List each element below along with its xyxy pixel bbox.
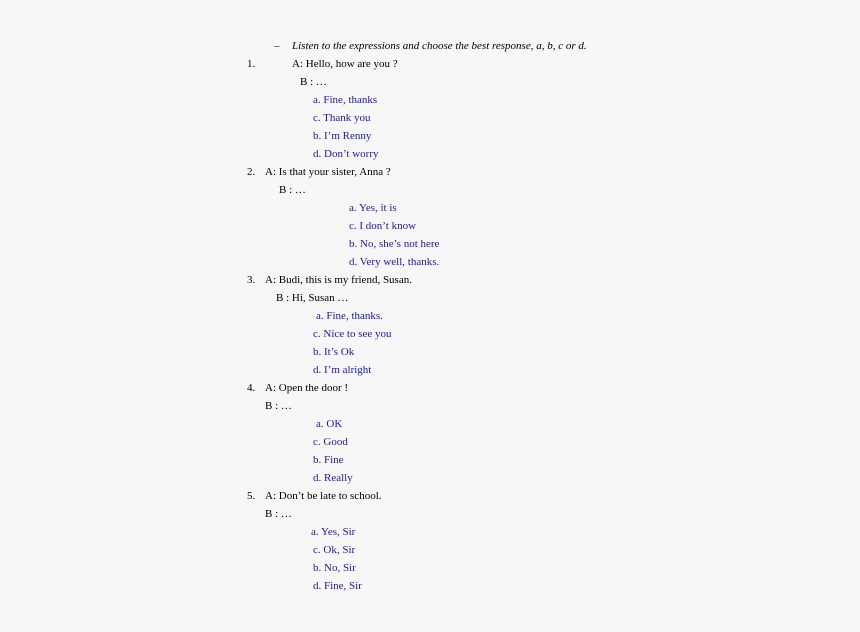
speaker-b-line: B : … (279, 184, 306, 196)
answer-option: a. Fine, thanks (313, 94, 378, 106)
speaker-a-line: A: Budi, this is my friend, Susan. (265, 274, 412, 286)
speaker-b-line: B : … (265, 508, 292, 520)
question-number: 4. (247, 382, 256, 394)
answer-option: c. Thank you (313, 112, 371, 124)
speaker-a-line: A: Open the door ! (265, 382, 349, 394)
speaker-a-line: A: Is that your sister, Anna ? (265, 166, 391, 178)
answer-option: a. Yes, Sir (311, 526, 356, 538)
answer-option: b. Fine (313, 454, 344, 466)
answer-option: b. No, she’s not here (349, 238, 440, 250)
answer-option: a. OK (316, 418, 343, 430)
speaker-a-line: A: Don’t be late to school. (265, 490, 382, 502)
question-number: 1. (247, 58, 256, 70)
answer-option: a. Fine, thanks. (316, 310, 383, 322)
question-number: 3. (247, 274, 256, 286)
question-number: 5. (247, 490, 256, 502)
answer-option: c. Ok, Sir (313, 544, 356, 556)
speaker-b-line: B : Hi, Susan … (276, 292, 349, 304)
answer-option: a. Yes, it is (349, 202, 397, 214)
answer-option: b. It’s Ok (313, 346, 355, 358)
answer-option: b. No, Sir (313, 562, 356, 574)
instruction-dash: – (274, 40, 280, 52)
answer-option: d. Really (313, 472, 353, 484)
question-number: 2. (247, 166, 256, 178)
instruction-text: Listen to the expressions and choose the best response, a, b, c or d. (292, 40, 587, 52)
answer-option: d. Fine, Sir (313, 580, 362, 592)
answer-option: b. I’m Renny (313, 130, 372, 142)
answer-option: c. Nice to see you (313, 328, 392, 340)
answer-option: d. Very well, thanks. (349, 256, 440, 268)
speaker-b-line: B : … (265, 400, 292, 412)
answer-option: c. I don’t know (349, 220, 417, 232)
speaker-a-line: A: Hello, how are you ? (292, 58, 398, 70)
answer-option: d. I’m alright (313, 364, 372, 376)
answer-option: c. Good (313, 436, 348, 448)
answer-option: d. Don’t worry (313, 148, 379, 160)
speaker-b-line: B : … (300, 76, 327, 88)
